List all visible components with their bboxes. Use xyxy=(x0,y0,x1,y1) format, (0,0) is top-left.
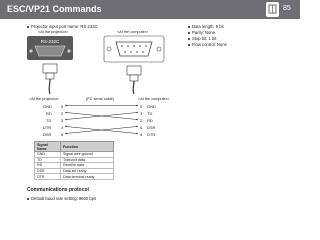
wiring-projector-label: <At the projector> xyxy=(29,97,60,101)
wiring-right-pin: 5 xyxy=(140,103,143,109)
wiring-right-pin: 4 xyxy=(140,131,143,137)
wire-endpoint-icon xyxy=(136,126,137,127)
plug-body-icon xyxy=(130,75,138,81)
book-icon[interactable] xyxy=(266,2,279,17)
wiring-cable-label: (PC serial cable) xyxy=(86,97,115,101)
wiring-right-pin: 6 xyxy=(140,124,143,130)
setting-stop-bit: Stop bit: 1 bit xyxy=(188,36,216,41)
wiring-left-name: TD xyxy=(46,117,52,123)
computer-side-label: <At the computer> xyxy=(117,30,149,34)
signal-name-cell: GND xyxy=(35,152,61,158)
wiring-left-pin: 2 xyxy=(61,110,64,116)
cable-icon xyxy=(133,81,134,94)
bullet-dot-icon xyxy=(188,38,190,40)
page-title: ESC/VP21 Commands xyxy=(7,4,102,14)
table-header-signal: Signal Name xyxy=(35,142,61,152)
table-row xyxy=(35,174,114,180)
projector-side-label: <At the projector> xyxy=(38,30,69,34)
wire-endpoint-icon xyxy=(65,112,66,113)
screw-icon xyxy=(29,49,32,52)
function-cell: Receive data xyxy=(61,163,114,169)
wiring-right-pin: 2 xyxy=(140,117,143,123)
wire-endpoint-icon xyxy=(65,126,66,127)
page-number: 85 xyxy=(283,5,291,12)
db9-port-icon xyxy=(116,42,152,56)
bullet-dot-icon xyxy=(188,32,190,34)
wire-endpoint-icon xyxy=(65,119,66,120)
plug-icon xyxy=(43,64,57,73)
signal-name-cell: TD xyxy=(35,157,61,163)
wire-endpoint-icon xyxy=(65,105,66,106)
wire-endpoint-icon xyxy=(136,133,137,134)
wiring-left-pin: 6 xyxy=(61,131,64,137)
wiring-right-name: DSR xyxy=(147,124,156,130)
signal-name-cell: DTR xyxy=(35,174,61,180)
projector-port-bullet: Projector input port name: RS-232C xyxy=(27,24,98,29)
wiring-right-name: GND xyxy=(147,103,156,109)
setting-flow-control: Flow control: None xyxy=(188,42,227,47)
wiring-left-name: DSR xyxy=(43,131,52,137)
wiring-left-pin: 4 xyxy=(61,124,64,130)
table-header-function: Function xyxy=(61,142,114,152)
rs232c-label: RS-232C xyxy=(40,39,60,44)
bullet-dot-icon xyxy=(188,26,190,28)
function-cell: Signal wire ground xyxy=(61,152,114,158)
wiring-left-name: RD xyxy=(46,110,52,116)
plug-body-icon xyxy=(46,73,54,79)
wiring-right-name: RD xyxy=(147,117,153,123)
computer-connector-illustration xyxy=(103,35,165,95)
page-header xyxy=(0,0,300,19)
wiring-right-name: DTR xyxy=(147,131,156,137)
signal-name-cell: RD xyxy=(35,163,61,169)
screw-icon xyxy=(67,49,70,52)
wiring-right-name: TD xyxy=(147,110,153,116)
bullet-dot-icon xyxy=(27,26,29,28)
wiring-left-name: GND xyxy=(43,103,52,109)
function-cell: Data terminal ready xyxy=(61,174,114,180)
wiring-left-pin: 3 xyxy=(61,117,64,123)
bullet-dot-icon xyxy=(27,198,29,200)
projector-connector-illustration xyxy=(26,35,74,95)
setting-data-length: Data length: 8 bit xyxy=(188,24,224,29)
setting-parity: Parity: None xyxy=(188,30,215,35)
wire-endpoint-icon xyxy=(136,112,137,113)
wiring-right-pin: 3 xyxy=(140,110,143,116)
bullet-dot-icon xyxy=(188,44,190,46)
plug-icon xyxy=(127,66,141,75)
protocol-bullet: Default baud rate setting: 9600 bps xyxy=(27,196,96,201)
signal-name-cell: DSR xyxy=(35,168,61,174)
wire-endpoint-icon xyxy=(136,119,137,120)
function-cell: Transmit data xyxy=(61,157,114,163)
wire-endpoint-icon xyxy=(136,105,137,106)
wiring-left-pin: 5 xyxy=(61,103,64,109)
table-header-row xyxy=(35,142,114,152)
section-title: Communications protocol xyxy=(27,187,89,193)
wiring-lines xyxy=(65,102,139,138)
signal-table xyxy=(34,141,114,180)
wire-endpoint-icon xyxy=(65,133,66,134)
wiring-left-name: DTR xyxy=(43,124,52,130)
db9-socket-icon xyxy=(35,46,65,56)
function-cell: Data set ready xyxy=(61,168,114,174)
cable-icon xyxy=(49,79,50,94)
wiring-computer-label: <At the computer> xyxy=(138,97,170,101)
